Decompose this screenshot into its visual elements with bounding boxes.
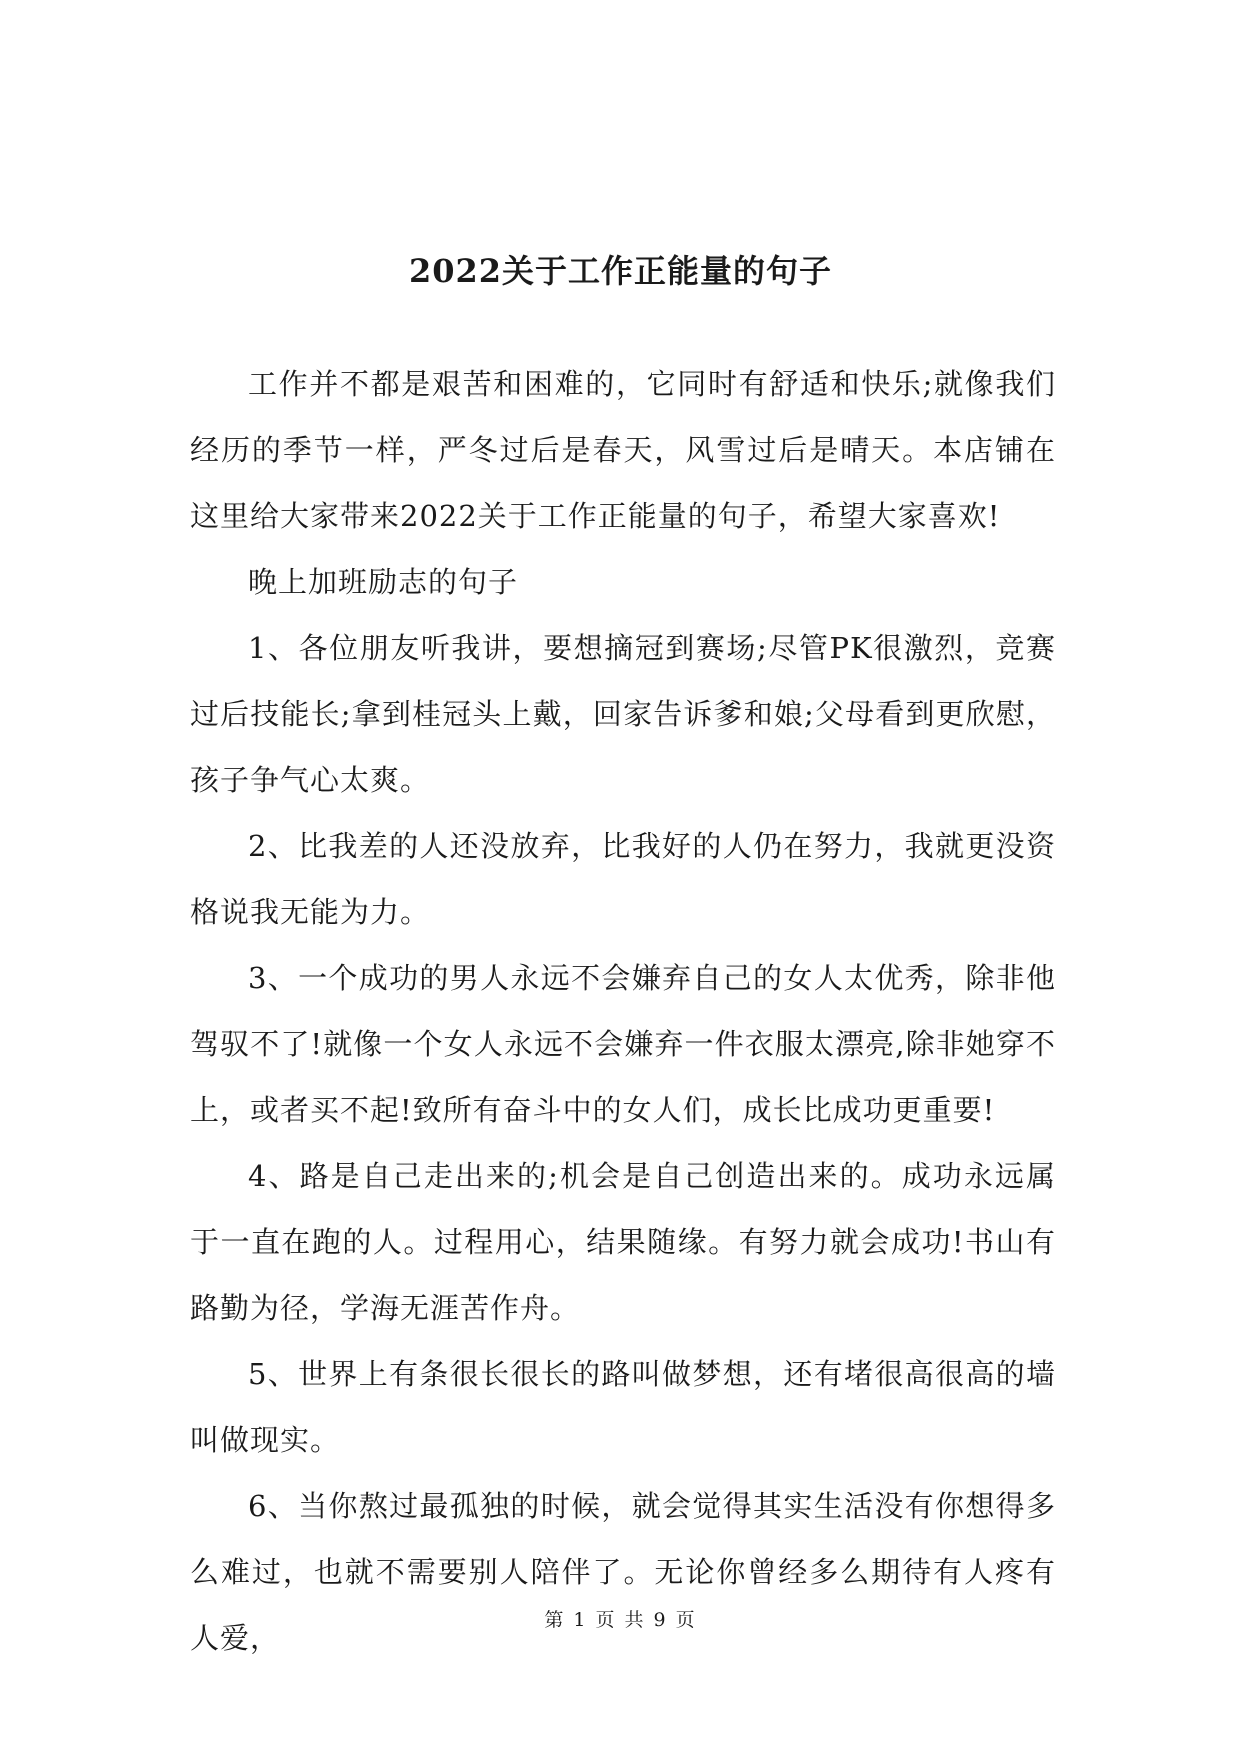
quote-paragraph-5: 5、世界上有条很长很长的路叫做梦想，还有堵很高很高的墙叫做现实。 — [190, 1357, 1056, 1457]
page-number-footer: 第 1 页 共 9 页 — [544, 1609, 697, 1631]
document-body — [190, 351, 1056, 1671]
intro-paragraph: 工作并不都是艰苦和困难的，它同时有舒适和快乐;就像我们经历的季节一样，严冬过后是春天，风雪过后是晴天。本店铺在这里给大家带来2022关于工作正能量的句子，希望大家喜欢! — [190, 367, 1056, 533]
quote-paragraph-6: 6、当你熬过最孤独的时候，就会觉得其实生活没有你想得多么难过，也就不需要别人陪伴了。无论你曾经多么期待有人疼有人爱， — [190, 1489, 1056, 1655]
quote-paragraph-4: 4、路是自己走出来的;机会是自己创造出来的。成功永远属于一直在跑的人。过程用心，结果随缘。有努力就会成功!书山有路勤为径，学海无涯苦作舟。 — [190, 1159, 1056, 1325]
quote-paragraph-2: 2、比我差的人还没放弃，比我好的人仍在努力，我就更没资格说我无能为力。 — [190, 829, 1056, 929]
document-title: 2022关于工作正能量的句子 — [408, 252, 833, 291]
quote-paragraph-3: 3、一个成功的男人永远不会嫌弃自己的女人太优秀，除非他驾驭不了!就像一个女人永远不会嫌弃一件衣服太漂亮,除非她穿不上，或者买不起!致所有奋斗中的女人们，成长比成功更重要! — [190, 961, 1056, 1127]
quote-paragraph-1: 1、各位朋友听我讲，要想摘冠到赛场;尽管PK很激烈，竞赛过后技能长;拿到桂冠头上戴，回家告诉爹和娘;父母看到更欣慰，孩子争气心太爽。 — [190, 631, 1056, 797]
section-heading: 晚上加班励志的句子 — [248, 565, 519, 599]
